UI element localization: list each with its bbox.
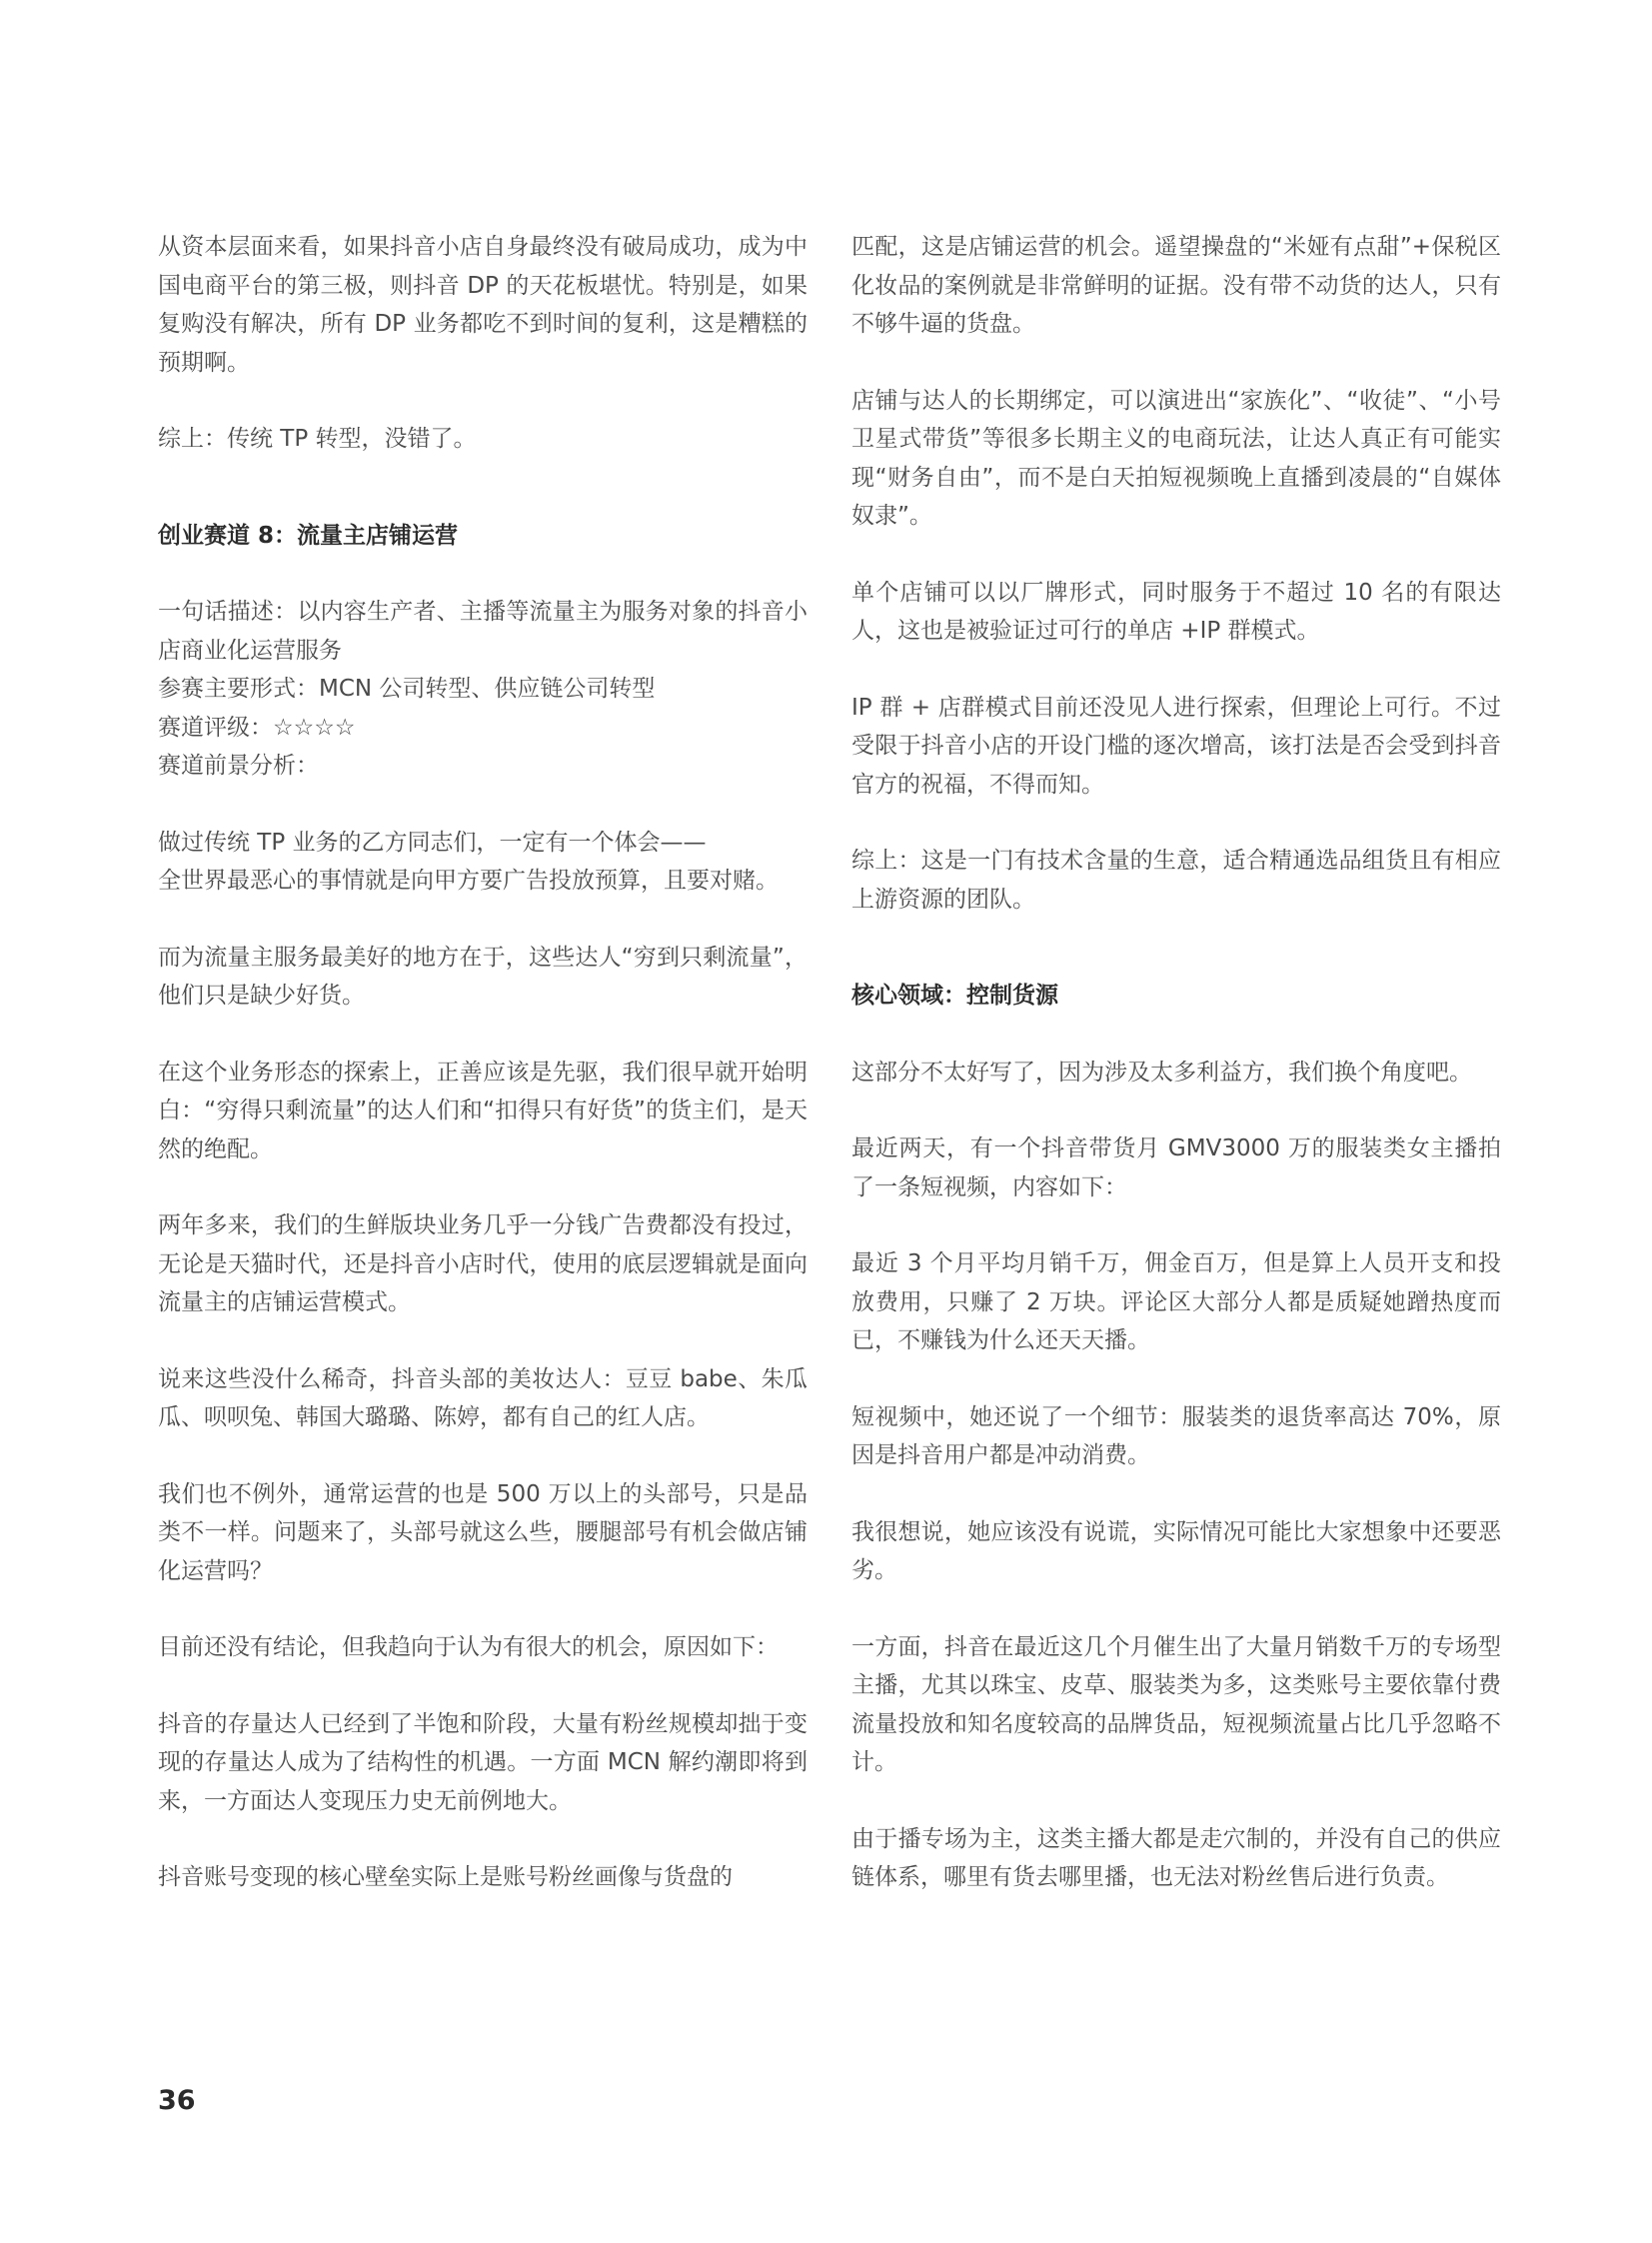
paragraph: 全世界最恶心的事情就是向甲方要广告投放预算，且要对赌。: [158, 868, 779, 894]
paragraph: 在这个业务形态的探索上，正善应该是先驱，我们很早就开始明白：“穷得只剩流量”的达人们和“扣得只有好货”的货主们，是天然的绝配。: [158, 1059, 808, 1162]
left-column: [158, 228, 808, 1897]
page-number: 36: [158, 2085, 196, 2116]
paragraph: IP 群 + 店群模式目前还没见人进行探索，但理论上可行。不过受限于抖音小店的开设门槛的逐次增高，该打法是否会受到抖音官方的祝福，不得而知。: [851, 694, 1501, 798]
right-column: [851, 228, 1501, 1897]
paragraph: 由于播专场为主，这类主播大都是走穴制的，并没有自己的供应链体系，哪里有货去哪里播，也无法对粉丝售后进行负责。: [851, 1825, 1501, 1890]
paragraph: 匹配，这是店铺运营的机会。遥望操盘的“米娅有点甜”+保税区化妆品的案例就是非常鲜明的证据。没有带不动货的达人，只有不够牛逼的货盘。: [851, 234, 1501, 337]
paragraph: 我们也不例外，通常运营的也是 500 万以上的头部号，只是品类不一样。问题来了，头部号就这么些，腰腿部号有机会做店铺化运营吗？: [158, 1480, 808, 1584]
paragraph: 我很想说，她应该没有说谎，实际情况可能比大家想象中还要恶劣。: [851, 1518, 1501, 1583]
paragraph: 最近 3 个月平均月销千万，佣金百万，但是算上人员开支和投放费用，只赚了 2 万块。评论区大部分人都是质疑她蹭热度而已，不赚钱为什么还天天播。: [851, 1250, 1501, 1353]
paragraph: 做过传统 TP 业务的乙方同志们，一定有一个体会——: [158, 829, 707, 856]
paragraph: 单个店铺可以以厂牌形式，同时服务于不超过 10 名的有限达人，这也是被验证过可行的单店 +IP 群模式。: [851, 579, 1501, 644]
paragraph: 一方面，抖音在最近这几个月催生出了大量月销数千万的专场型主播，尤其以珠宝、皮草、服装类为多，这类账号主要依靠付费流量投放和知名度较高的品牌货品，短视频流量占比几乎忽略不计。: [851, 1633, 1501, 1775]
paragraph: 而为流量主服务最美好的地方在于，这些达人“穷到只剩流量”，他们只是缺少好货。: [158, 944, 808, 1009]
paragraph: 说来这些没什么稀奇，抖音头部的美妆达人：豆豆 babe、朱瓜瓜、呗呗兔、韩国大璐璐、陈婷，都有自己的红人店。: [158, 1365, 808, 1430]
paragraph: 最近两天，有一个抖音带货月 GMV3000 万的服装类女主播拍了一条短视频，内容如下：: [851, 1135, 1501, 1200]
section-heading-core-area: 核心领域：控制货源: [851, 983, 1058, 1009]
track-outlook-label: 赛道前景分析：: [158, 753, 319, 779]
paragraph: 从资本层面来看，如果抖音小店自身最终没有破局成功，成为中国电商平台的第三极，则抖音 DP 的天花板堪忧。特别是，如果复购没有解决，所有 DP 业务都吃不到时间的复利，这是糟糕的预期啊。: [158, 234, 808, 376]
track-description: 一句话描述：以内容生产者、主播等流量主为服务对象的抖音小店商业化运营服务: [158, 599, 808, 664]
paragraph: 综上：这是一门有技术含量的生意，适合精通选品组货且有相应上游资源的团队。: [851, 848, 1501, 913]
paragraph: 抖音账号变现的核心壁垒实际上是账号粉丝画像与货盘的: [158, 1864, 733, 1890]
paragraph: 抖音的存量达人已经到了半饱和阶段，大量有粉丝规模却拙于变现的存量达人成为了结构性的机遇。一方面 MCN 解约潮即将到来，一方面达人变现压力史无前例地大。: [158, 1710, 808, 1814]
section-heading-track-8: 创业赛道 8：流量主店铺运营: [158, 522, 459, 549]
paragraph: 目前还没有结论，但我趋向于认为有很大的机会，原因如下：: [158, 1634, 779, 1660]
paragraph: 综上：传统 TP 转型，没错了。: [158, 426, 477, 452]
paragraph: 这部分不太好写了，因为涉及太多利益方，我们换个角度吧。: [851, 1059, 1472, 1086]
paragraph: 两年多来，我们的生鲜版块业务几乎一分钱广告费都没有投过，无论是天猫时代，还是抖音小店时代，使用的底层逻辑就是面向流量主的店铺运营模式。: [158, 1212, 808, 1315]
paragraph: 短视频中，她还说了一个细节：服装类的退货率高达 70%，原因是抖音用户都是冲动消费。: [851, 1403, 1501, 1468]
track-rating: 赛道评级：☆☆☆☆: [158, 714, 356, 741]
paragraph: 店铺与达人的长期绑定，可以演进出“家族化”、“收徒”、“小号卫星式带货”等很多长期主义的电商玩法，让达人真正有可能实现“财务自由”，而不是白天拍短视频晚上直播到凌晨的“自媒体奴隶”。: [851, 387, 1501, 529]
track-format: 参赛主要形式：MCN 公司转型、供应链公司转型: [158, 676, 656, 702]
